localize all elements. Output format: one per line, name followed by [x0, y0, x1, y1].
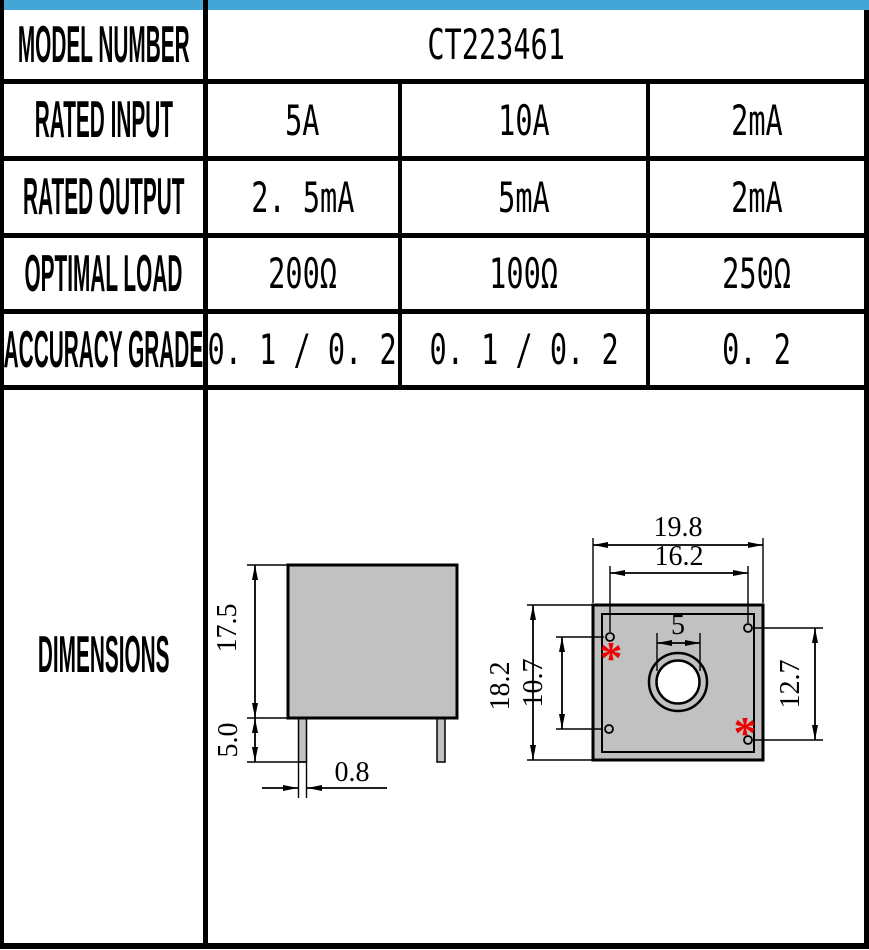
- cell-accuracy-grade-1: [207, 314, 398, 385]
- cell-optimal-load-1: [207, 238, 398, 309]
- header-bar-right: [208, 0, 869, 10]
- rated-output-value-3: 2mA: [731, 172, 783, 222]
- optimal-load-value-3: 250Ω: [722, 249, 792, 298]
- dim-pin-width: 0.8: [334, 757, 370, 788]
- side-view-pin-left: [299, 718, 307, 762]
- label-optimal-load-text: OPTIMAL LOAD: [24, 244, 183, 303]
- cell-optimal-load-2: [402, 238, 646, 309]
- label-accuracy-grade: [4, 314, 203, 385]
- label-rated-input-text: RATED INPUT: [34, 91, 173, 149]
- rated-output-value-1: 2. 5mA: [250, 172, 355, 222]
- accuracy-grade-value-3: 0. 2: [722, 325, 792, 374]
- dim-hole-diameter: 5: [671, 610, 685, 641]
- rated-input-value-3: 2mA: [731, 95, 783, 145]
- accuracy-grade-value-1: 0. 1 / 0. 2: [207, 325, 398, 374]
- cell-rated-input-1: [207, 84, 398, 156]
- rated-input-value-2: 10A: [498, 95, 550, 145]
- dim-pin-pitch-right: 12.7: [775, 659, 806, 709]
- dimensions-drawing: [0, 390, 869, 943]
- dim-pin-pitch-left: 10.7: [518, 658, 549, 708]
- optimal-load-value-2: 100Ω: [489, 249, 559, 298]
- cell-optimal-load-3: [650, 238, 864, 309]
- side-view-body: [288, 565, 457, 718]
- rated-input-value-1: 5A: [285, 95, 320, 145]
- top-view-drawing: [485, 512, 823, 760]
- cell-accuracy-grade-3: [650, 314, 864, 385]
- dim-pin-length: 5.0: [213, 722, 244, 758]
- polarity-asterisk-bottom-right: *: [733, 707, 757, 758]
- cell-rated-output-1: [207, 161, 398, 233]
- label-rated-input: [4, 84, 203, 156]
- rated-output-value-2: 5mA: [498, 172, 550, 222]
- label-model-number: [4, 10, 203, 79]
- cell-rated-output-3: [650, 161, 864, 233]
- polarity-asterisk-top-left: *: [599, 632, 623, 683]
- accuracy-grade-value-2: 0. 1 / 0. 2: [429, 325, 619, 374]
- cell-accuracy-grade-2: [402, 314, 646, 385]
- label-dimensions-text: DIMENSIONS: [37, 626, 170, 684]
- border-bottom: [0, 943, 869, 949]
- optimal-load-value-1: 200Ω: [268, 249, 337, 298]
- dim-pin-pitch-x: 16.2: [654, 541, 704, 572]
- label-accuracy-grade-text: ACCURACY GRADE: [3, 320, 204, 379]
- dim-outer-height: 18.2: [485, 661, 516, 711]
- label-rated-output: [4, 161, 203, 233]
- cell-model-number: [207, 10, 785, 79]
- dim-outer-width: 19.8: [653, 512, 703, 543]
- label-model-number-text: MODEL NUMBER: [17, 15, 190, 74]
- label-optimal-load: [4, 238, 203, 309]
- pin-hole-top-right: [744, 624, 752, 632]
- side-view-pin-right: [437, 718, 445, 762]
- side-view-drawing: [212, 565, 457, 798]
- cell-rated-output-2: [402, 161, 646, 233]
- pin-hole-bottom-left: [605, 725, 613, 733]
- cell-rated-input-2: [402, 84, 646, 156]
- header-bar-left: [4, 0, 203, 10]
- label-rated-output-text: RATED OUTPUT: [22, 168, 185, 226]
- center-hole-inner: [657, 661, 700, 704]
- dim-body-height: 17.5: [212, 603, 243, 653]
- cell-rated-input-3: [650, 84, 864, 156]
- model-number-value: CT223461: [427, 20, 565, 69]
